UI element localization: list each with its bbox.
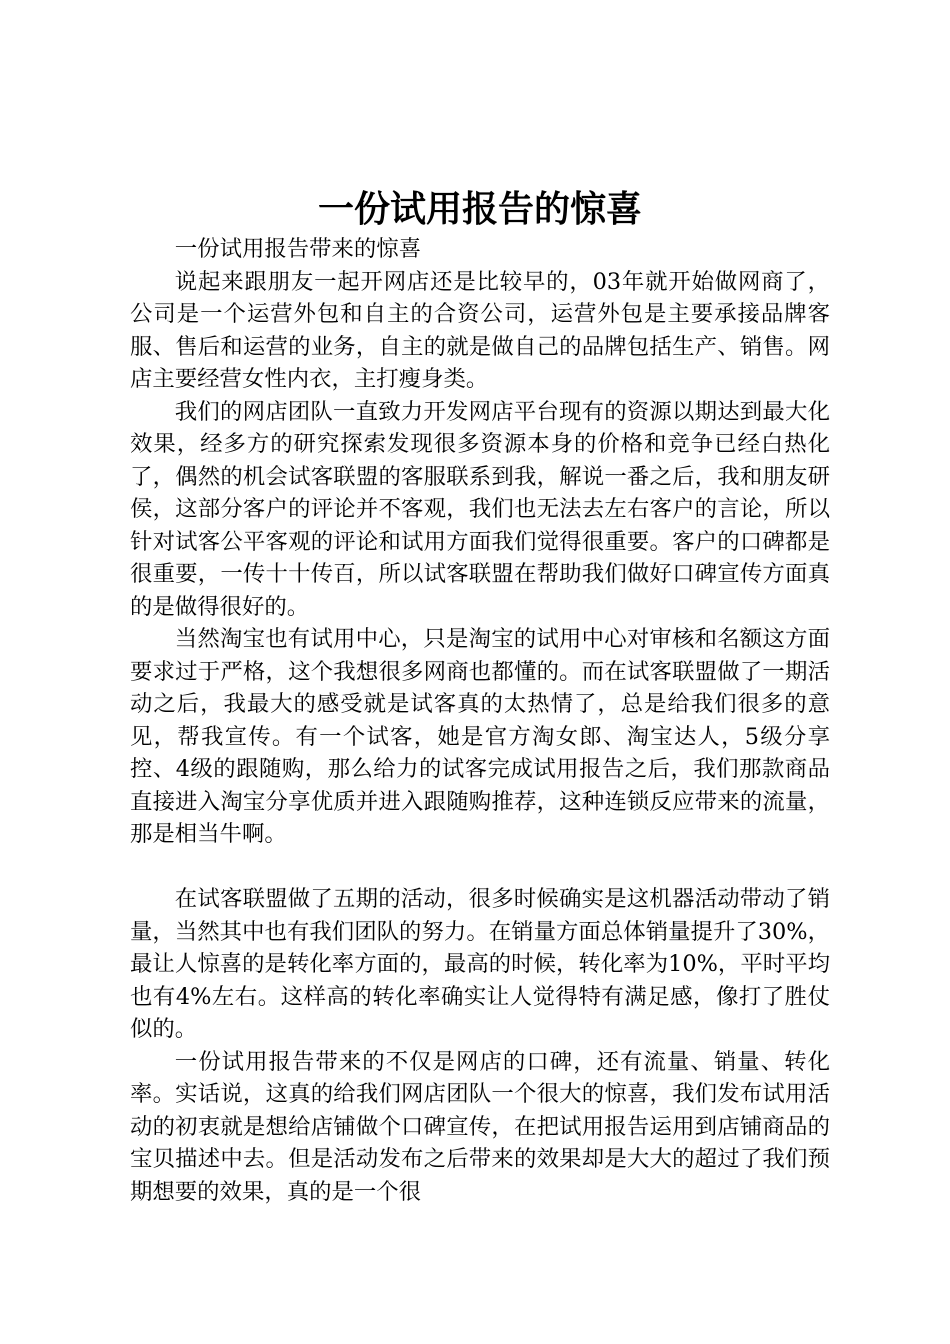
paragraph: 一份试用报告带来的不仅是网店的口碑，还有流量、销量、转化率。实话说，这真的给我们网店团队一个很大的惊喜，我们发布试用活动的初衷就是想给店铺做个口碑宣传，在把试用报告运用到店铺商品的宝贝描述中去。但是活动发布之后带来的效果却是大大的超过了我们预期想要的效果，真的是一个很	[130, 1048, 830, 1205]
paragraph: 说起来跟朋友一起开网店还是比较早的，03年就开始做网商了，公司是一个运营外包和自主的合资公司，运营外包是主要承接品牌客服、售后和运营的业务，自主的就是做自己的品牌包括生产、销售。网店主要经营女性内衣，主打瘦身类。	[130, 268, 830, 392]
document-title: 一份试用报告的惊喜	[317, 188, 642, 230]
paragraph-subtitle: 一份试用报告带来的惊喜	[174, 236, 422, 262]
paragraph: 我们的网店团队一直致力开发网店平台现有的资源以期达到最大化效果，经多方的研究探索发现很多资源本身的价格和竞争已经白热化了，偶然的机会试客联盟的客服联系到我，解说一番之后，我和朋友研侯，这部分客户的评论并不客观，我们也无法去左右客户的言论，所以针对试客公平客观的评论和试用方面我们觉得很重要。客户的口碑都是很重要，一传十十传百，所以试客联盟在帮助我们做好口碑宣传方面真的是做得很好的。	[130, 398, 830, 620]
document-body	[130, 233, 830, 1208]
paragraph: 在试客联盟做了五期的活动，很多时候确实是这机器活动带动了销量，当然其中也有我们团队的努力。在销量方面总体销量提升了30%，最让人惊喜的是转化率方面的，最高的时候，转化率为10%，平时平均也有4%左右。这样高的转化率确实让人觉得特有满足感，像打了胜仗似的。	[130, 886, 830, 1042]
paragraph-spacer	[130, 851, 830, 884]
paragraph: 当然淘宝也有试用中心，只是淘宝的试用中心对审核和名额这方面要求过于严格，这个我想很多网商也都懂的。而在试客联盟做了一期活动之后，我最大的感受就是试客真的太热情了，总是给我们很多的意见，帮我宣传。有一个试客，她是官方淘女郎、淘宝达人，5级分享控、4级的跟随购，那么给力的试客完成试用报告之后，我们那款商品直接进入淘宝分享优质并进入跟随购推荐，这种连锁反应带来的流量，那是相当牛啊。	[130, 626, 830, 847]
